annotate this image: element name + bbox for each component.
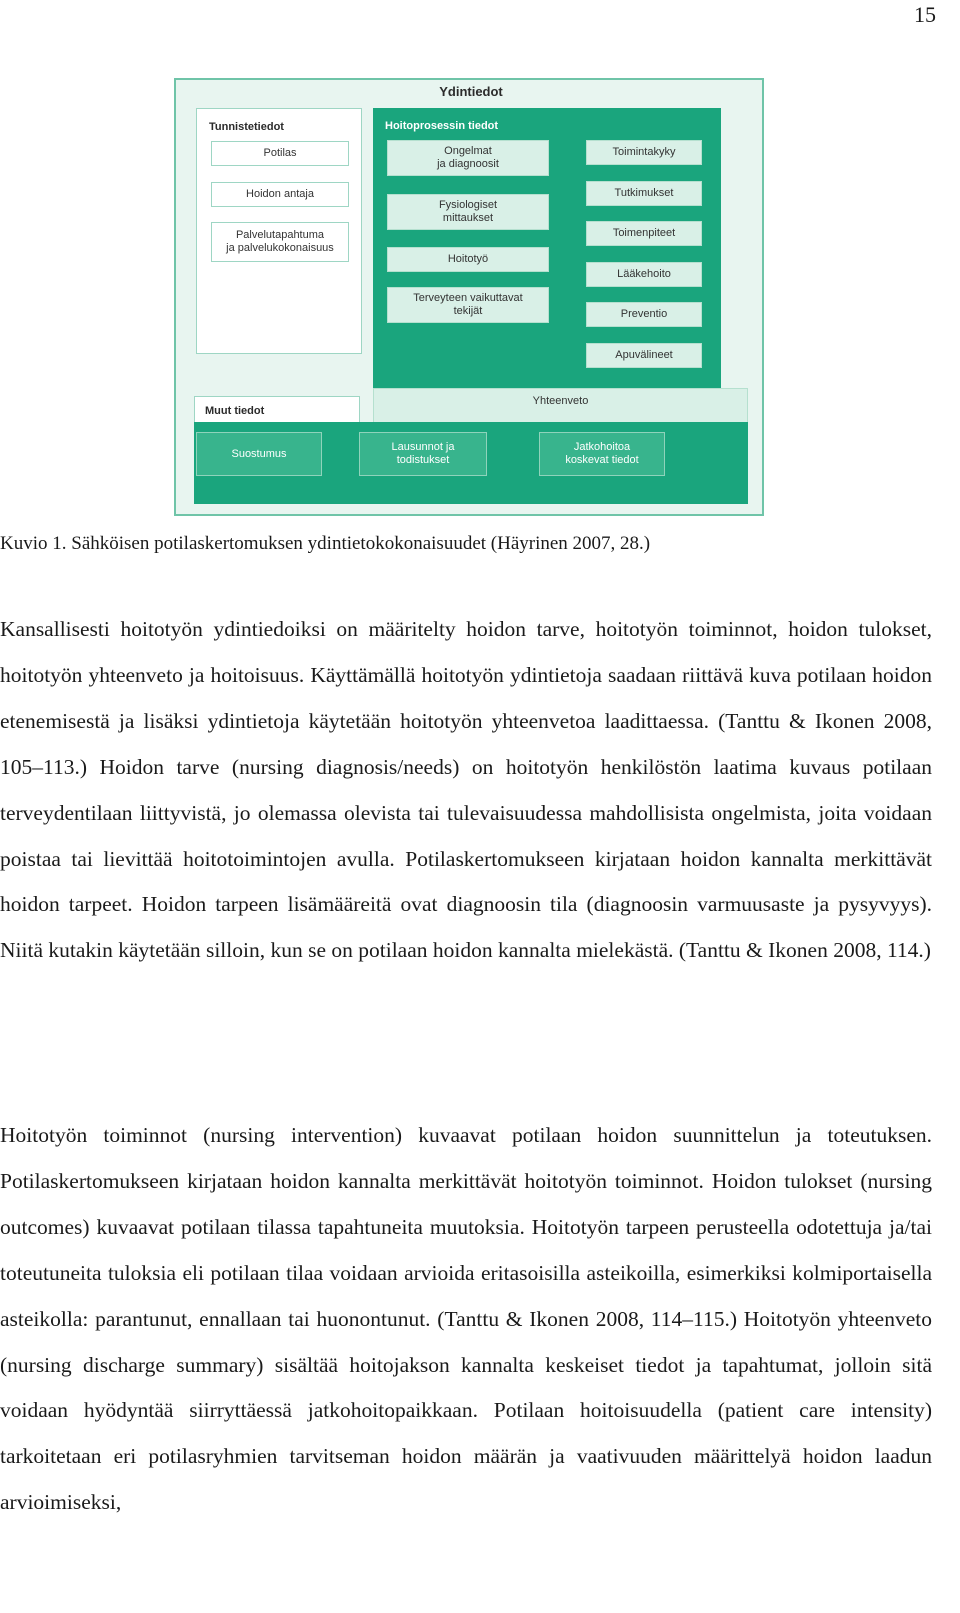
summary-box: Yhteenveto xyxy=(373,388,748,424)
other-data-item: Lausunnot ja todistukset xyxy=(359,432,487,476)
identification-item: Potilas xyxy=(211,141,349,166)
care-process-item: Toimenpiteet xyxy=(586,221,702,246)
identification-title: Tunnistetiedot xyxy=(209,121,284,133)
other-data-item: Suostumus xyxy=(196,432,322,476)
care-process-panel xyxy=(373,108,721,408)
other-data-tab xyxy=(194,396,360,424)
care-process-item: Fysiologiset mittaukset xyxy=(387,194,549,230)
care-process-item: Toimintakyky xyxy=(586,140,702,165)
care-process-item: Apuvälineet xyxy=(586,343,702,368)
body-paragraph: Kansallisesti hoitotyön ydintiedoiksi on määritelty hoidon tarve, hoitotyön toiminnot, hoidon tulokset, hoitotyön yhteenveto ja hoitoisuus. Käyttämällä hoitotyön ydintietoja saadaan riittävä kuva potilaan hoidon etenemisestä ja lisäksi ydintietoja käytetään hoitotyön yhteenvetoa laadittaessa. (Tanttu & Ikonen 2008, 105–113.) Hoidon tarve (nursing diagnosis/needs) on hoitotyön henkilöstön laatima kuvaus potilaan terveydentilaan liittyvistä, jo olemassa olevista tai tulevaisuudessa mahdollisista ongelmista, joita voidaan poistaa tai lievittää hoitotoimintojen avulla. Potilaskertomukseen kirjataan hoidon kannalta merkittävät hoidon tarpeet. Hoidon tarpeen lisämääreitä ovat diagnoosin tila (diagnoosin varmuusaste ja pysyvyys). Niitä kutakin käytetään silloin, kun se on potilaan hoidon kannalta mielekästä. (Tanttu & Ikonen 2008, 114.) xyxy=(0,617,932,963)
identification-item: Hoidon antaja xyxy=(211,182,349,207)
other-data-panel xyxy=(194,422,748,504)
figure-caption: Kuvio 1. Sähköisen potilaskertomuksen ydintietokokonaisuudet (Häyrinen 2007, 28.) xyxy=(0,533,651,554)
page-number: 15 xyxy=(914,2,936,27)
other-data-title: Muut tiedot xyxy=(205,405,265,417)
identification-panel xyxy=(196,108,362,354)
care-process-item: Terveyteen vaikuttavat tekijät xyxy=(387,287,549,323)
figure-title: Ydintiedot xyxy=(439,84,503,99)
care-process-item: Ongelmat ja diagnoosit xyxy=(387,140,549,176)
core-data-figure xyxy=(174,78,764,516)
identification-item: Palvelutapahtuma ja palvelukokonaisuus xyxy=(211,222,349,262)
other-data-item: Jatkohoitoa koskevat tiedot xyxy=(539,432,665,476)
body-paragraph: Hoitotyön toiminnot (nursing intervention) kuvaavat potilaan hoidon suunnittelun ja toteutuksen. Potilaskertomukseen kirjataan hoidon kannalta merkittävät hoitotyön toiminnot. Hoidon tulokset (nursing outcomes) kuvaavat potilaan tilassa tapahtuneita muutoksia. Hoitotyön tarpeen perusteella odotettuja ja/tai toteutuneita tuloksia eli potilaan tilaa voidaan arvioida eritasoisilla asteikoilla, esimerkiksi kolmiportaisella asteikolla: parantunut, ennallaan tai huonontunut. (Tanttu & Ikonen 2008, 114–115.) Hoitotyön yhteenveto (nursing discharge summary) sisältää hoitojakson kannalta keskeiset tiedot ja tapahtumat, jolloin sitä voidaan hyödyntää siirryttäessä jatkohoitopaikkaan. Potilaan hoitoisuudella (patient care intensity) tarkoitetaan eri potilasryhmien tarvitseman hoidon määrän ja vaativuuden määrittelyä hoidon laadun arvioimiseksi, xyxy=(0,1123,932,1515)
care-process-item: Lääkehoito xyxy=(586,262,702,287)
care-process-item: Hoitotyö xyxy=(387,247,549,272)
care-process-item: Preventio xyxy=(586,302,702,327)
care-process-title: Hoitoprosessin tiedot xyxy=(385,120,499,132)
care-process-item: Tutkimukset xyxy=(586,181,702,206)
